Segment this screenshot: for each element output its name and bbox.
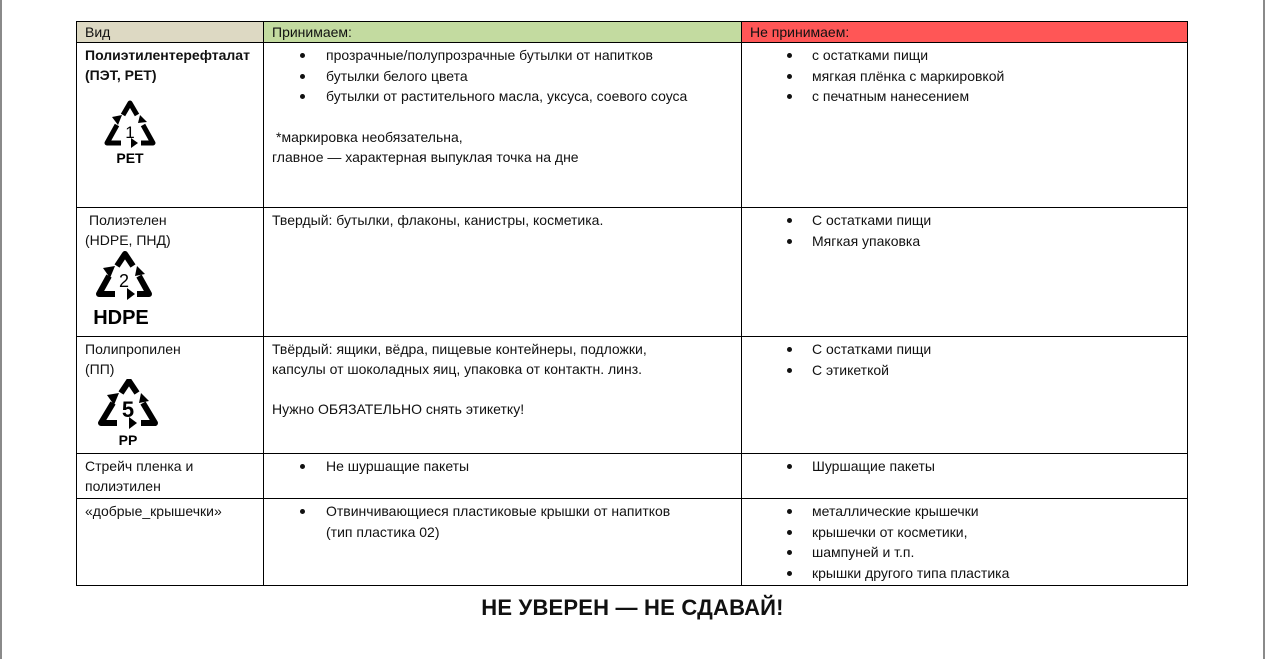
list-item [326, 501, 733, 542]
pet-note [272, 127, 733, 167]
kind-name-stretch: Стрейч пленка и [85, 458, 194, 474]
kind-name-pet: Полиэтилентерефталат [85, 47, 250, 63]
cell-accept-stretch [264, 454, 742, 499]
cell-reject-pp [742, 337, 1188, 454]
cell-kind-pet [77, 43, 264, 208]
header-reject: Не принимаем: [742, 22, 1188, 43]
reject-list-caps [750, 501, 1179, 583]
list-item: Не шуршащие пакеты [326, 456, 733, 477]
table-row-stretch [77, 454, 1188, 499]
accept-line2-pp: капсулы от шоколадных яиц, упаковка от контактн. линз. [272, 361, 643, 377]
recycle-5-pp-icon [85, 379, 175, 451]
list-item: крышечки от косметики, [812, 522, 1179, 543]
table-row-caps [77, 499, 1188, 586]
kind-name-caps: «добрые_крышечки» [85, 503, 222, 519]
list-item: С этикеткой [812, 360, 1179, 381]
kind-code-pet: (ПЭТ, PET) [85, 67, 157, 83]
recycling-table [76, 21, 1188, 586]
table-header-row [77, 22, 1188, 43]
pet-note-line2: главное — характерная выпуклая точка на дне [272, 148, 579, 165]
list-item: бутылки белого цвета [326, 66, 733, 87]
kind-name-stretch-2: полиэтилен [85, 478, 161, 494]
kind-name-hdpe: Полиэтелен [89, 212, 167, 228]
accept-list-stretch [272, 456, 733, 477]
list-item: с остатками пищи [812, 45, 1179, 66]
page-frame-left [0, 0, 2, 659]
table-row-pp [77, 337, 1188, 454]
header-kind: Вид [77, 22, 264, 43]
list-item: Шуршащие пакеты [812, 456, 1179, 477]
accept-line1-pp: Твёрдый: ящики, вёдра, пищевые контейнеры, подложки, [272, 341, 647, 357]
recycle-2-hdpe-icon [85, 250, 175, 334]
recycle-1-pet-icon [85, 87, 175, 169]
cell-accept-pp [264, 337, 742, 454]
hdpe-number: 2 [118, 271, 130, 291]
pp-code: PP [118, 432, 138, 448]
reject-list-hdpe [750, 210, 1179, 251]
cell-accept-hdpe [264, 208, 742, 337]
kind-code-hdpe: (HDPE, ПНД) [85, 232, 171, 248]
pp-number: 5 [121, 397, 135, 422]
accept-list-pet [272, 45, 733, 107]
accept-text-hdpe: Твердый: бутылки, флаконы, канистры, косметика. [272, 212, 604, 228]
cell-reject-caps [742, 499, 1188, 586]
accept-warning-pp: Нужно ОБЯЗАТЕЛЬНО снять этикетку! [272, 401, 525, 417]
list-item: прозрачные/полупрозрачные бутылки от напитков [326, 45, 733, 66]
cell-accept-caps [264, 499, 742, 586]
cell-accept-pet [264, 43, 742, 208]
kind-code-pp: (ПП) [85, 361, 115, 377]
header-accept: Принимаем: [264, 22, 742, 43]
list-item: крышки другого типа пластика [812, 563, 1179, 584]
pet-number: 1 [125, 123, 135, 142]
list-item: Мягкая упаковка [812, 231, 1179, 252]
cell-reject-stretch [742, 454, 1188, 499]
accept-list-caps [272, 501, 733, 542]
list-item: металлические крышечки [812, 501, 1179, 522]
list-item: мягкая плёнка с маркировкой [812, 66, 1179, 87]
reject-list-pp [750, 339, 1179, 380]
list-item: с печатным нанесением [812, 86, 1179, 107]
pet-note-line1: *маркировка необязательна, [276, 128, 463, 145]
list-item: С остатками пищи [812, 210, 1179, 231]
cell-reject-hdpe [742, 208, 1188, 337]
list-item: бутылки от растительного масла, уксуса, соевого соуса [326, 86, 733, 107]
list-item: шампуней и т.п. [812, 542, 1179, 563]
hdpe-code: HDPE [93, 307, 149, 329]
list-item: С остатками пищи [812, 339, 1179, 360]
cell-kind-pp [77, 337, 264, 454]
reject-list-stretch [750, 456, 1179, 477]
caps-accept-line1: Отвинчивающиеся пластиковые крышки от напитков [326, 503, 671, 519]
cell-kind-caps [77, 499, 264, 586]
reject-list-pet [750, 45, 1179, 107]
table-row-pet [77, 43, 1188, 208]
cell-reject-pet [742, 43, 1188, 208]
pet-code: PET [116, 150, 144, 166]
caps-accept-line2: (тип пластика 02) [326, 523, 440, 540]
kind-name-pp: Полипропилен [85, 341, 181, 357]
footer-warning: НЕ УВЕРЕН — НЕ СДАВАЙ! [481, 595, 784, 620]
cell-kind-stretch [77, 454, 264, 499]
cell-kind-hdpe [77, 208, 264, 337]
table-row-hdpe [77, 208, 1188, 337]
